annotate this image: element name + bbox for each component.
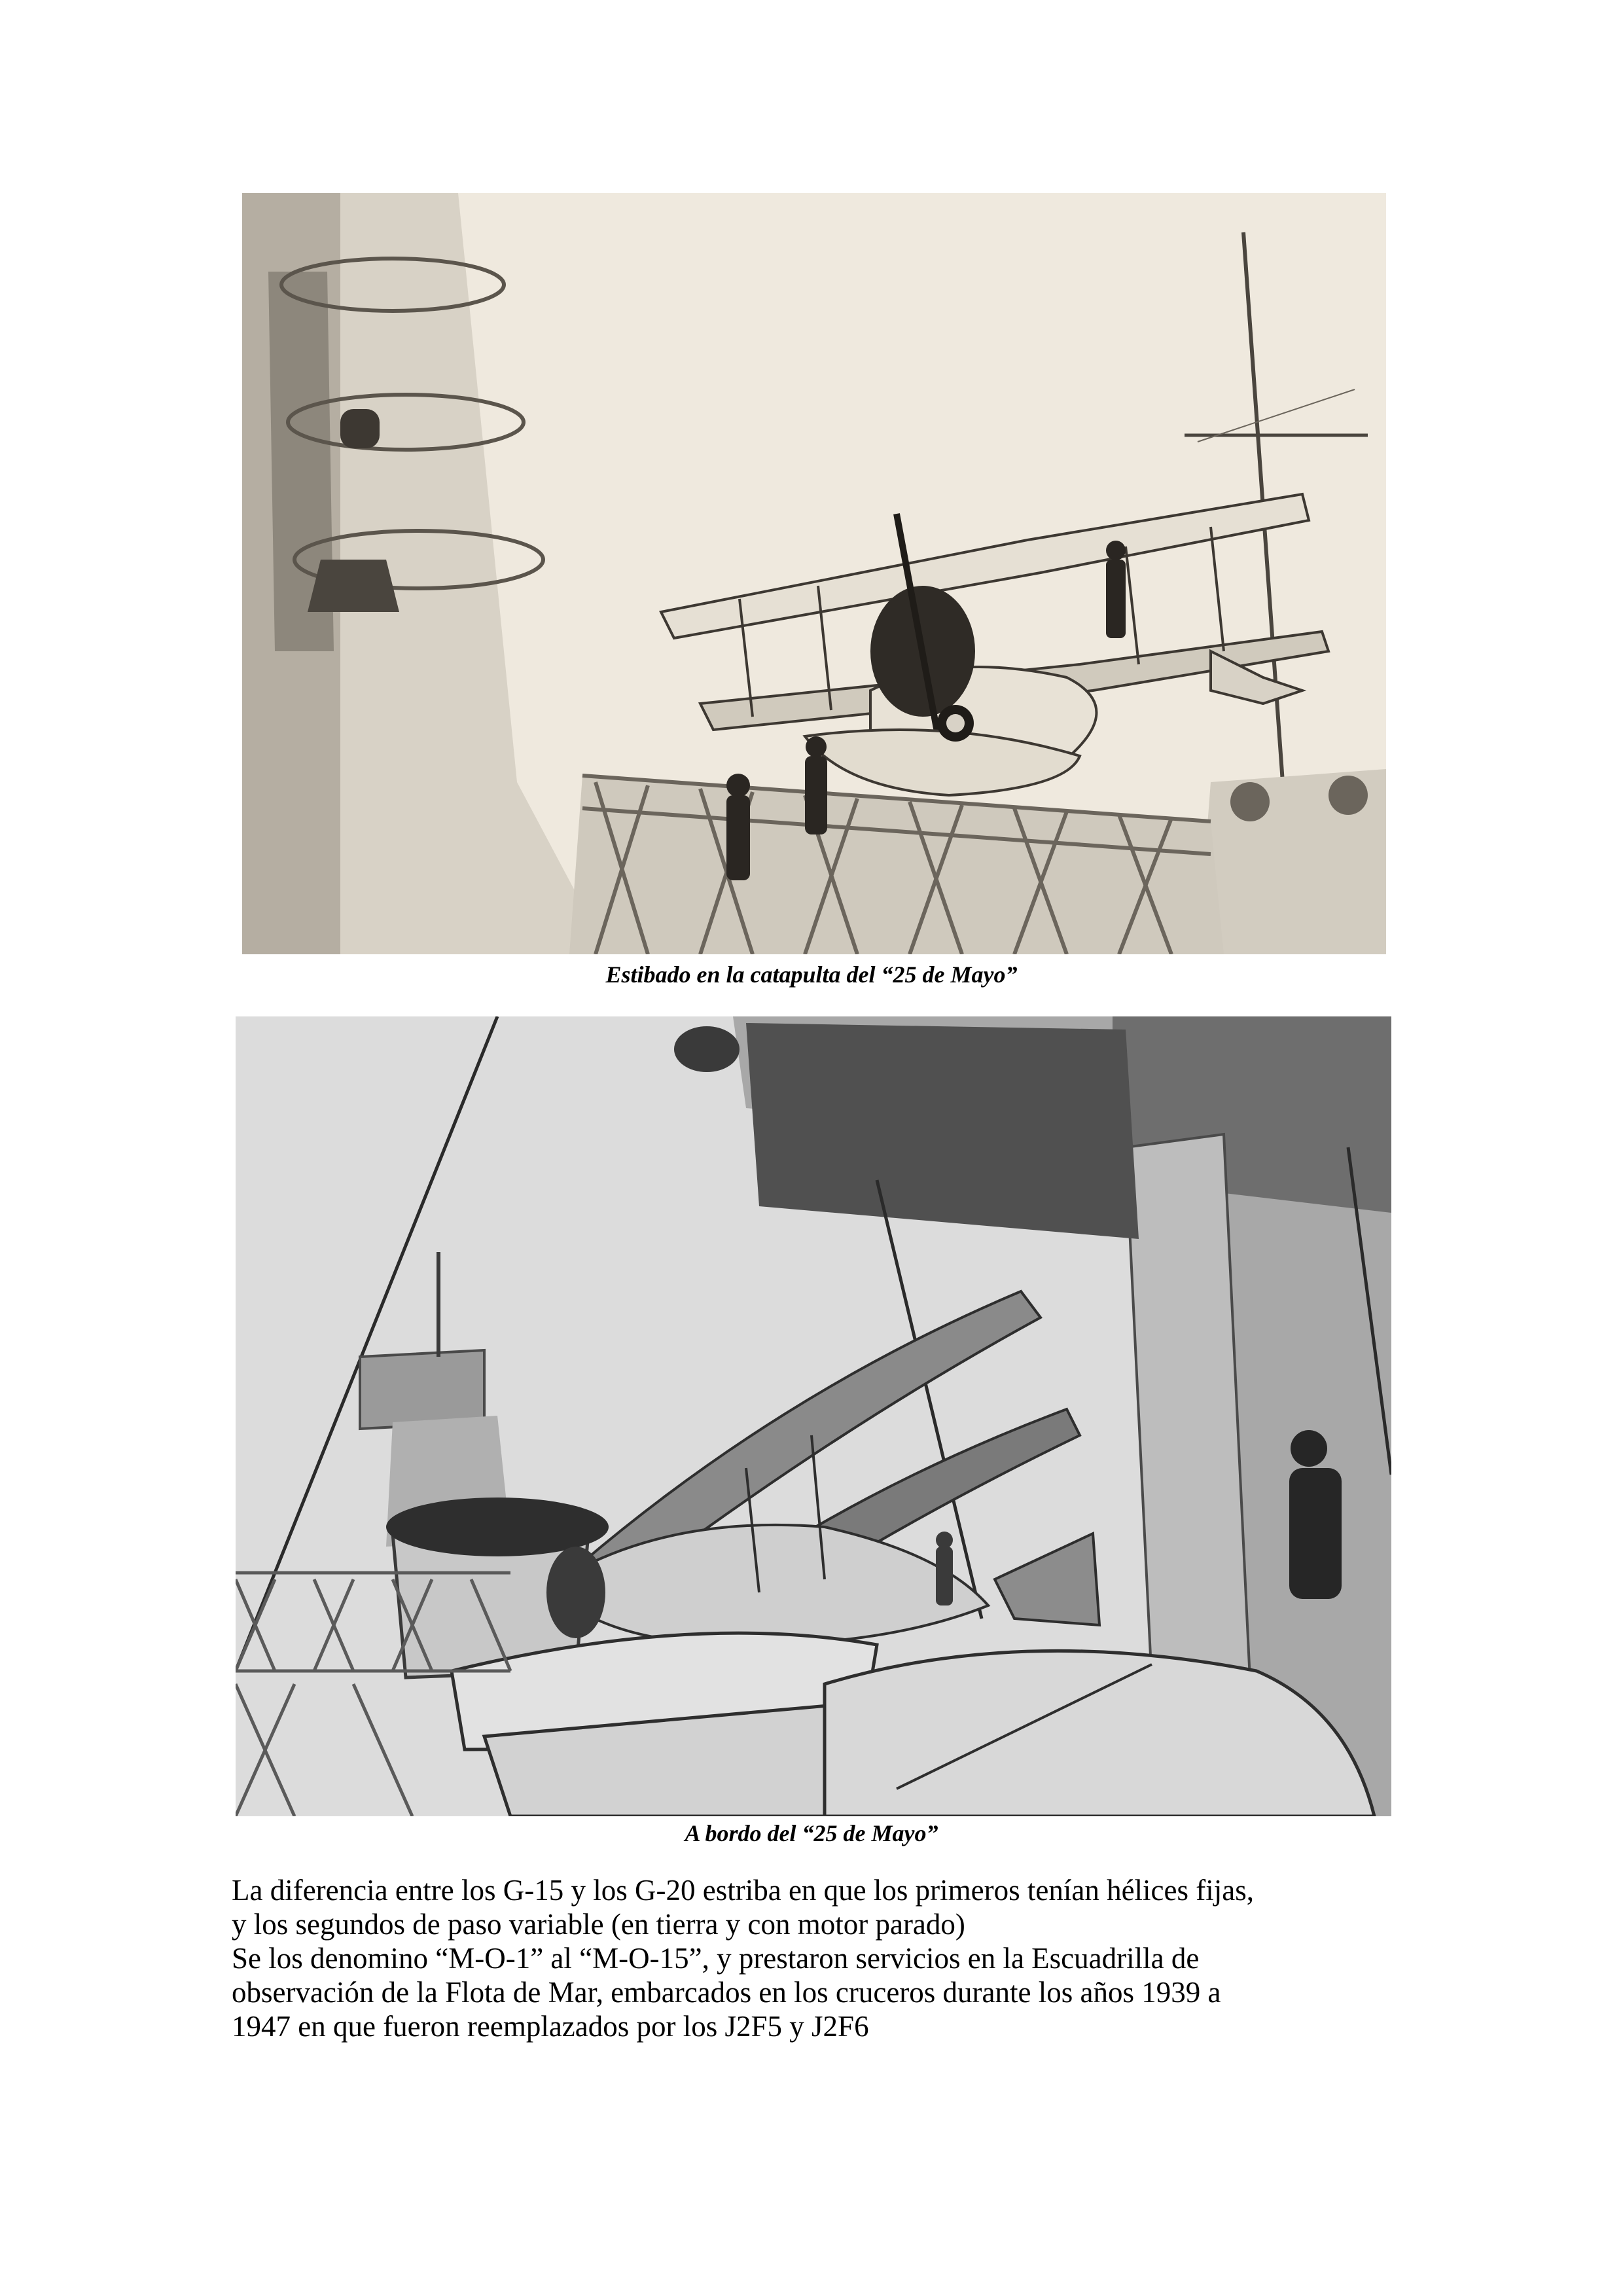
body-line: 1947 en que fueron reemplazados por los J2F5 y J2F6: [232, 2010, 869, 2043]
photo-onboard-seaplane: [236, 1016, 1391, 1816]
photo-onboard-image: [236, 1016, 1391, 1816]
photo-caption-onboard: A bordo del “25 de Mayo”: [685, 1820, 938, 1846]
body-paragraph: [232, 1873, 1423, 2043]
body-line: La diferencia entre los G-15 y los G-20 estriba en que los primeros tenían hélices fijas,: [232, 1874, 1254, 1907]
body-line: observación de la Flota de Mar, embarcados en los cruceros durante los años 1939 a: [232, 1976, 1221, 2009]
body-line: Se los denomino “M-O-1” al “M-O-15”, y prestaron servicios en la Escuadrilla de: [232, 1942, 1200, 1975]
photo-catapult-image: [242, 193, 1386, 954]
body-line: y los segundos de paso variable (en tierra y con motor parado): [232, 1908, 965, 1941]
photo-caption-catapult: Estibado en la catapulta del “25 de Mayo”: [605, 961, 1018, 988]
photo-catapult-seaplane: [242, 193, 1386, 954]
